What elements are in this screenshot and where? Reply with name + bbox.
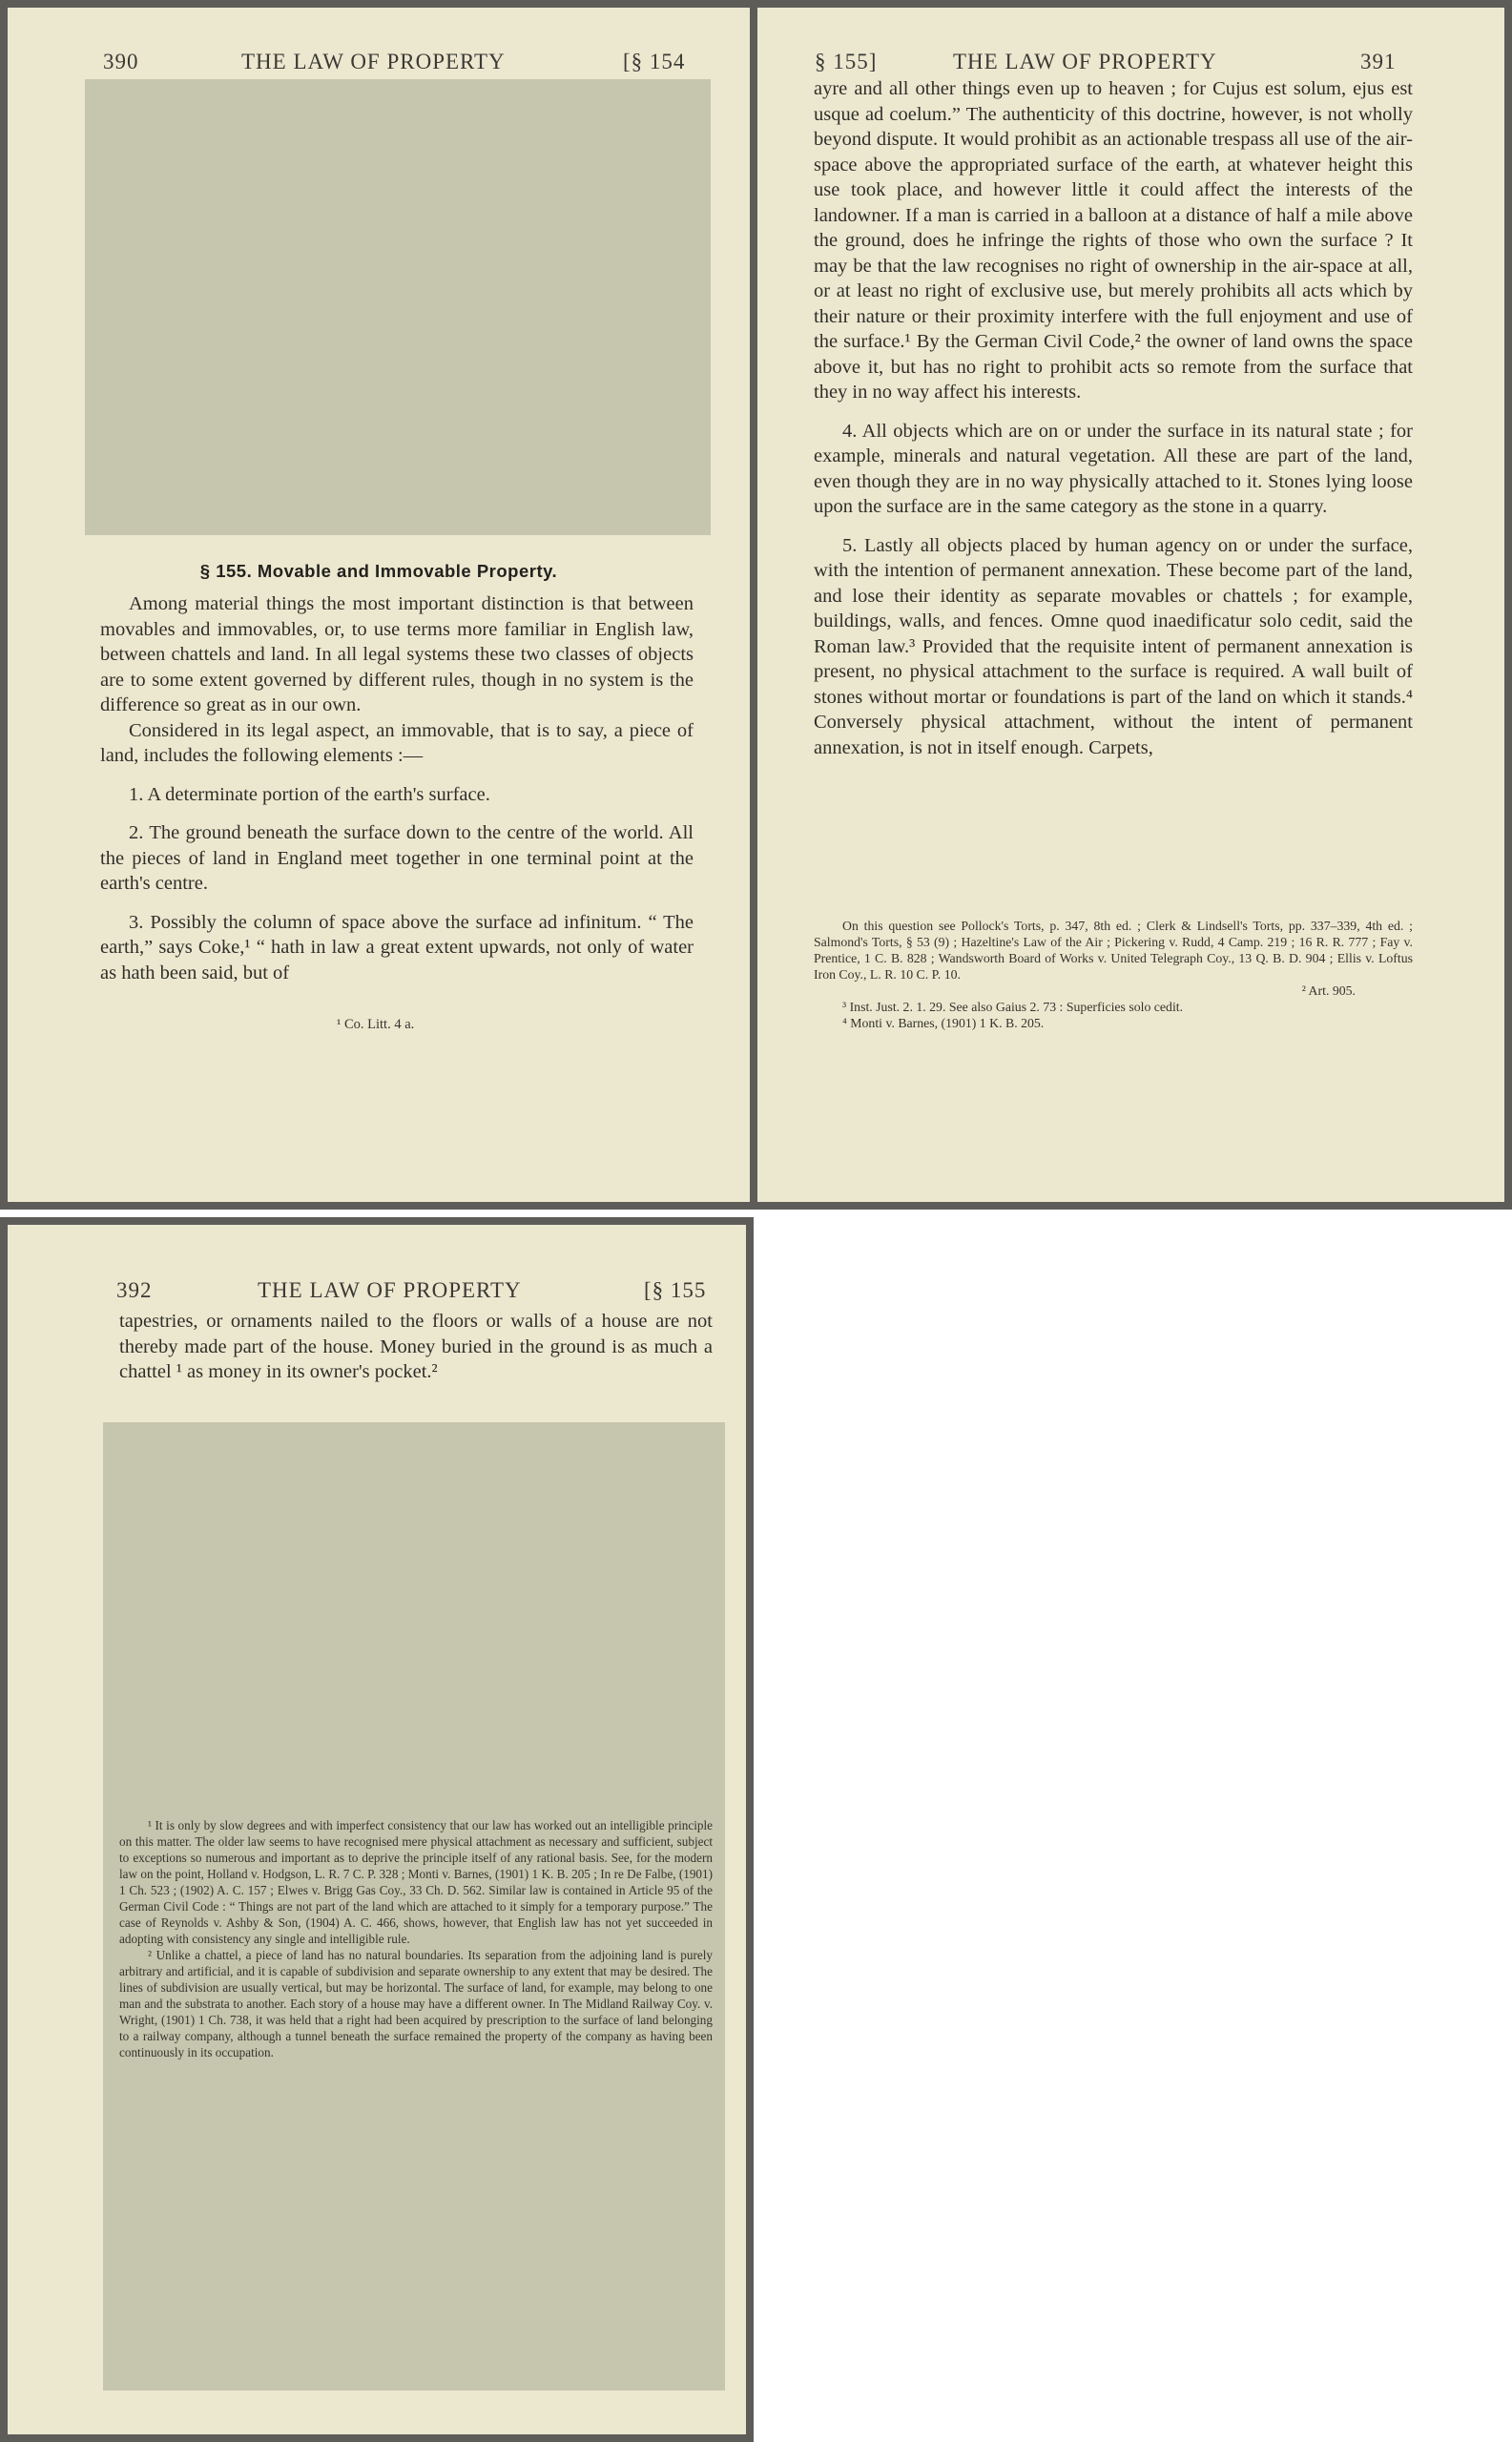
paragraph: 3. Possibly the column of space above the surface ad infinitum. “ The earth,” says Coke,¹ “ hath in law a great extent upwards, not only of water as hath been said, but of [100,911,694,983]
footnote: On this question see Pollock's Torts, p. 347, 8th ed. ; Clerk & Lindsell's Torts, pp. 337–339, 4th ed. ; Salmond's Torts, § 53 (9) ; Hazeltine's Law of the Air ; Pickering v. Rudd, 4 Camp. 219 ; 16 R. R. 777 ; Fay v. Prentice, 1 C. B. 828 ; Wandsworth Board of Works v. United Telegraph Coy., 13 Q. B. D. 904 ; Ellis v. Loftus Iron Coy., L. R. 10 C. P. 10. [814,919,1413,982]
footnote: ⁴ Monti v. Barnes, (1901) 1 K. B. 205. [842,1016,1045,1030]
page-391 [757,8,1504,1202]
footnote: ² Art. 905. [1301,983,1356,998]
section-ref: § 155] [815,50,878,73]
footnote: ³ Inst. Just. 2. 1. 29. See also Gaius 2. 73 : Superficies solo cedit. [842,1000,1184,1014]
footnote: ¹ It is only by slow degrees and with imperfect consistency that our law has worked out an intelligible principle on this matter. The older law seems to have recognised mere physical attachment as necessary and sufficient, subject to exceptions so numerous and important as to deprive the principle itself of any rational basis. See, for the modern law on the point, Holland v. Hodgson, L. R. 7 C. P. 328 ; Monti v. Barnes, (1901) 1 K. B. 205 ; In re De Falbe, (1901) 1 Ch. 523 ; (1902) A. C. 157 ; Elwes v. Brigg Gas Coy., 33 Ch. D. 562. Similar law is contained in Article 95 of the German Civil Code : “ Things are not part of the land which are attached to it simply for a temporary purpose.” The case of Reynolds v. Ashby & Son, (1904) A. C. 466, shows, however, that English law has not yet succeeded in adopting with consistency any single and intelligible rule. [119,1818,713,1946]
paragraph: 1. A determinate portion of the earth's surface. [129,783,490,805]
page-number: 391 [1360,50,1397,73]
page-header [757,50,1504,78]
paragraph: 4. All objects which are on or under the surface in its natural state ; for example, minerals and natural vegetation. All these are part of the land, even though they are in no way physically attached to it. Stones lying loose upon the surface are in the same category as the stone in a quarry. [814,420,1413,517]
paragraph: Among material things the most important distinction is that between movables and immovables, or, to use terms more familiar in English law, between chattels and land. In all legal systems these two classes of objects are to some extent governed by different rules, though in no system is the difference so great as in our own. [100,593,694,715]
running-title: THE LAW OF PROPERTY [241,50,506,73]
section-ref: [§ 154 [623,50,686,73]
footnotes [119,1817,713,2060]
paragraph: tapestries, or ornaments nailed to the floors or walls of a house are not thereby made part of the house. Money buried in the ground is as much a chattel ¹ as money in its owner's pocket.² [119,1311,713,1382]
body-text [119,1309,713,1385]
page-header [8,50,750,78]
page-header [8,1278,746,1307]
footnote: ¹ Co. Litt. 4 a. [337,1017,415,1032]
page-390 [8,8,750,1202]
figure-placeholder [85,79,711,535]
footnotes [814,918,1413,1031]
section-ref: [§ 155 [644,1278,707,1302]
footnote: ² Unlike a chattel, a piece of land has no natural boundaries. Its separation from the adjoining land is purely arbitrary and artificial, and it is capable of subdivision and separate ownership to any extent that may be desired. The lines of subdivision are usually vertical, but may be horizontal. The surface of land, for example, may belong to one man and the substrata to another. Each story of a house may have a different owner. In The Midland Railway Coy. v. Wright, (1901) 1 Ch. 738, it was held that a right had been acquired by prescription to the surface of land belonging to a railway company, although a tunnel beneath the surface remained the property of the company as having been continuously in its occupation. [119,1948,713,2059]
page-number: 390 [103,50,139,73]
body-text [814,76,1413,760]
paragraph: 2. The ground beneath the surface down to the centre of the world. All the pieces of land in England meet together in one terminal point at the earth's centre. [100,822,694,894]
running-title: THE LAW OF PROPERTY [953,50,1217,73]
section-heading: § 155. Movable and Immovable Property. [199,561,558,581]
running-title: THE LAW OF PROPERTY [258,1278,522,1302]
page-392 [8,1225,746,2434]
paragraph: ayre and all other things even up to heaven ; for Cujus est solum, ejus est usque ad coelum.” The authenticity of this doctrine, however, is not wholly beyond dispute. It would prohibit as an actionable trespass all use of the air-space above the appropriated surface of the earth, at whatever height this use took place, and however little it could affect the interests of the landowner. If a man is carried in a balloon at a distance of half a mile above the ground, does he infringe the rights of those who own the surface ? It may be that the law recognises no right of ownership in the air-space at all, or at least no right of exclusive use, but merely prohibits all acts which by their nature or their proximity interfere with the full enjoyment and use of the surface.¹ By the German Civil Code,² the owner of land owns the space above it, but has no right to prohibit acts so remote from the surface that they in no way affect his interests. [814,78,1413,403]
page-number: 392 [116,1278,153,1302]
body-text [100,591,694,985]
paragraph: 5. Lastly all objects placed by human agency on or under the surface, with the intention of permanent annexation. These become part of the land, and lose their identity as separate movables or chattels ; for example, buildings, walls, and fences. Omne quod inaedificatur solo cedit, said the Roman law.³ Provided that the requisite intent of permanent annexation is present, no physical attachment to the surface is required. A wall built of stones without mortar or foundations is part of the land on which it stands.⁴ Conversely physical attachment, without the intent of permanent annexation, is not in itself enough. Carpets, [814,534,1413,758]
paragraph: Considered in its legal aspect, an immovable, that is to say, a piece of land, includes the following elements :— [100,719,694,766]
